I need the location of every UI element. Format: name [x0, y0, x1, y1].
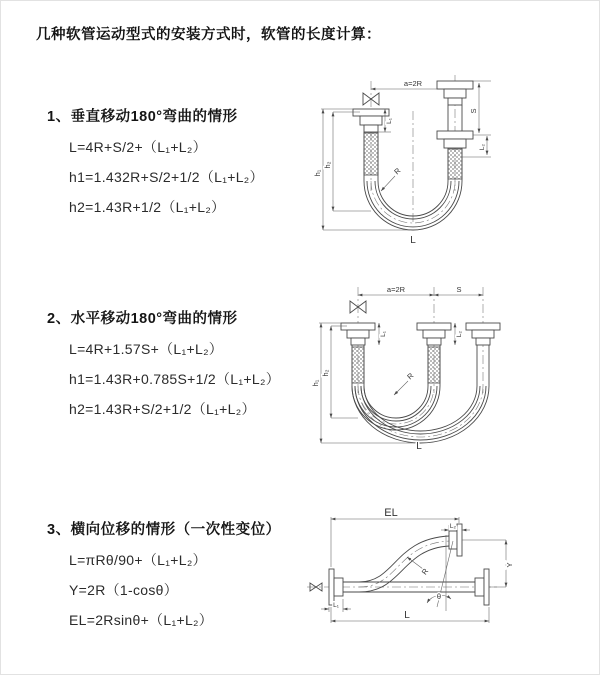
flange-left [353, 109, 389, 132]
hose-left-leg [352, 345, 364, 386]
dim-label-h1: h₁ [313, 169, 322, 177]
braided-hose [448, 149, 462, 179]
dim-label-el: EL [384, 507, 398, 519]
dim-label-s: S [456, 285, 462, 294]
flange-left [341, 323, 375, 345]
dimension-s [434, 285, 483, 295]
u-bend-original [352, 386, 440, 430]
radius-leader [407, 557, 431, 576]
radius-leader [394, 371, 416, 395]
u-bend-displaced [352, 386, 489, 443]
hose-middle-leg [428, 345, 440, 386]
flange-right-original [475, 569, 489, 605]
dimension-l2 [455, 323, 463, 345]
page-title: 几种软管运动型式的安装方式时，软管的长度计算： [36, 27, 381, 43]
dim-label-l1: L₁ [380, 331, 387, 337]
section-1-heading: 1、垂直移动180°弯曲的情形 [47, 109, 238, 125]
dim-label-l-total: L [410, 235, 416, 246]
u-bend [364, 181, 462, 230]
formula-line: h2=1.43R+1/2（L₁+L₂） [69, 199, 226, 215]
hose-left-leg [364, 132, 378, 181]
flange-right-upper [437, 81, 473, 105]
section-3-heading: 3、横向位移的情形（一次性变位） [47, 522, 281, 538]
flange-right-lower [437, 131, 473, 148]
section-2-heading: 2、水平移动180°弯曲的情形 [47, 311, 238, 327]
flange-right [466, 323, 500, 345]
braided-hose [364, 133, 378, 175]
dim-label-l1: L₁ [386, 118, 393, 124]
dim-label-l2: L₂ [449, 523, 457, 530]
flange-left [329, 569, 343, 605]
formula-line: h1=1.432R+S/2+1/2（L₁+L₂） [69, 169, 264, 185]
formula-line: Y=2R（1-cosθ） [69, 582, 179, 598]
dim-label-h2: h₂ [321, 369, 330, 377]
dim-label-l-total: L [416, 441, 422, 452]
radius-leader [381, 166, 403, 191]
dimension-l1 [321, 599, 351, 612]
dim-label-r: R [392, 165, 403, 177]
flange-middle [417, 323, 451, 345]
dim-label-y: Y [505, 562, 514, 568]
dimension-l-total [331, 607, 489, 623]
diagram-horizontal-180-bend [311, 281, 551, 456]
diagram-vertical-180-bend [313, 73, 543, 263]
formula-line: h2=1.43R+S/2+1/2（L₁+L₂） [69, 401, 256, 417]
braided-hose [428, 347, 440, 383]
hose-displaced [359, 536, 449, 592]
formula-line: L=4R+1.57S+（L₁+L₂） [69, 341, 224, 357]
dim-label-h1: h₁ [311, 379, 320, 387]
dim-label-l2: L₂ [456, 330, 463, 338]
dim-label-theta: θ [436, 592, 442, 601]
dim-label-a2r: a=2R [386, 285, 406, 294]
dim-label-r: R [405, 370, 416, 382]
formula-line: EL=2Rsinθ+（L₁+L₂） [69, 612, 214, 628]
diagram-lateral-displacement [301, 499, 591, 649]
centerlines [371, 75, 455, 225]
dim-label-l1: L₁ [333, 602, 339, 609]
formula-line: h1=1.43R+0.785S+1/2（L₁+L₂） [69, 371, 280, 387]
formula-line: L=4R+S/2+（L₁+L₂） [69, 139, 207, 155]
dim-label-s: S [469, 108, 478, 114]
dim-label-r: R [419, 566, 431, 577]
dim-label-h2: h₂ [323, 161, 332, 169]
braided-hose [352, 347, 364, 383]
formula-line: L=πRθ/90+（L₁+L₂） [69, 552, 207, 568]
dim-label-l: L [404, 610, 410, 621]
dim-label-l2: L₂ [479, 143, 486, 151]
centerlines [358, 287, 483, 393]
dim-label-a2r: a=2R [403, 79, 423, 88]
dimension-l1 [379, 323, 387, 345]
dimension-a2r [358, 285, 434, 295]
dimension-l2 [441, 523, 470, 530]
